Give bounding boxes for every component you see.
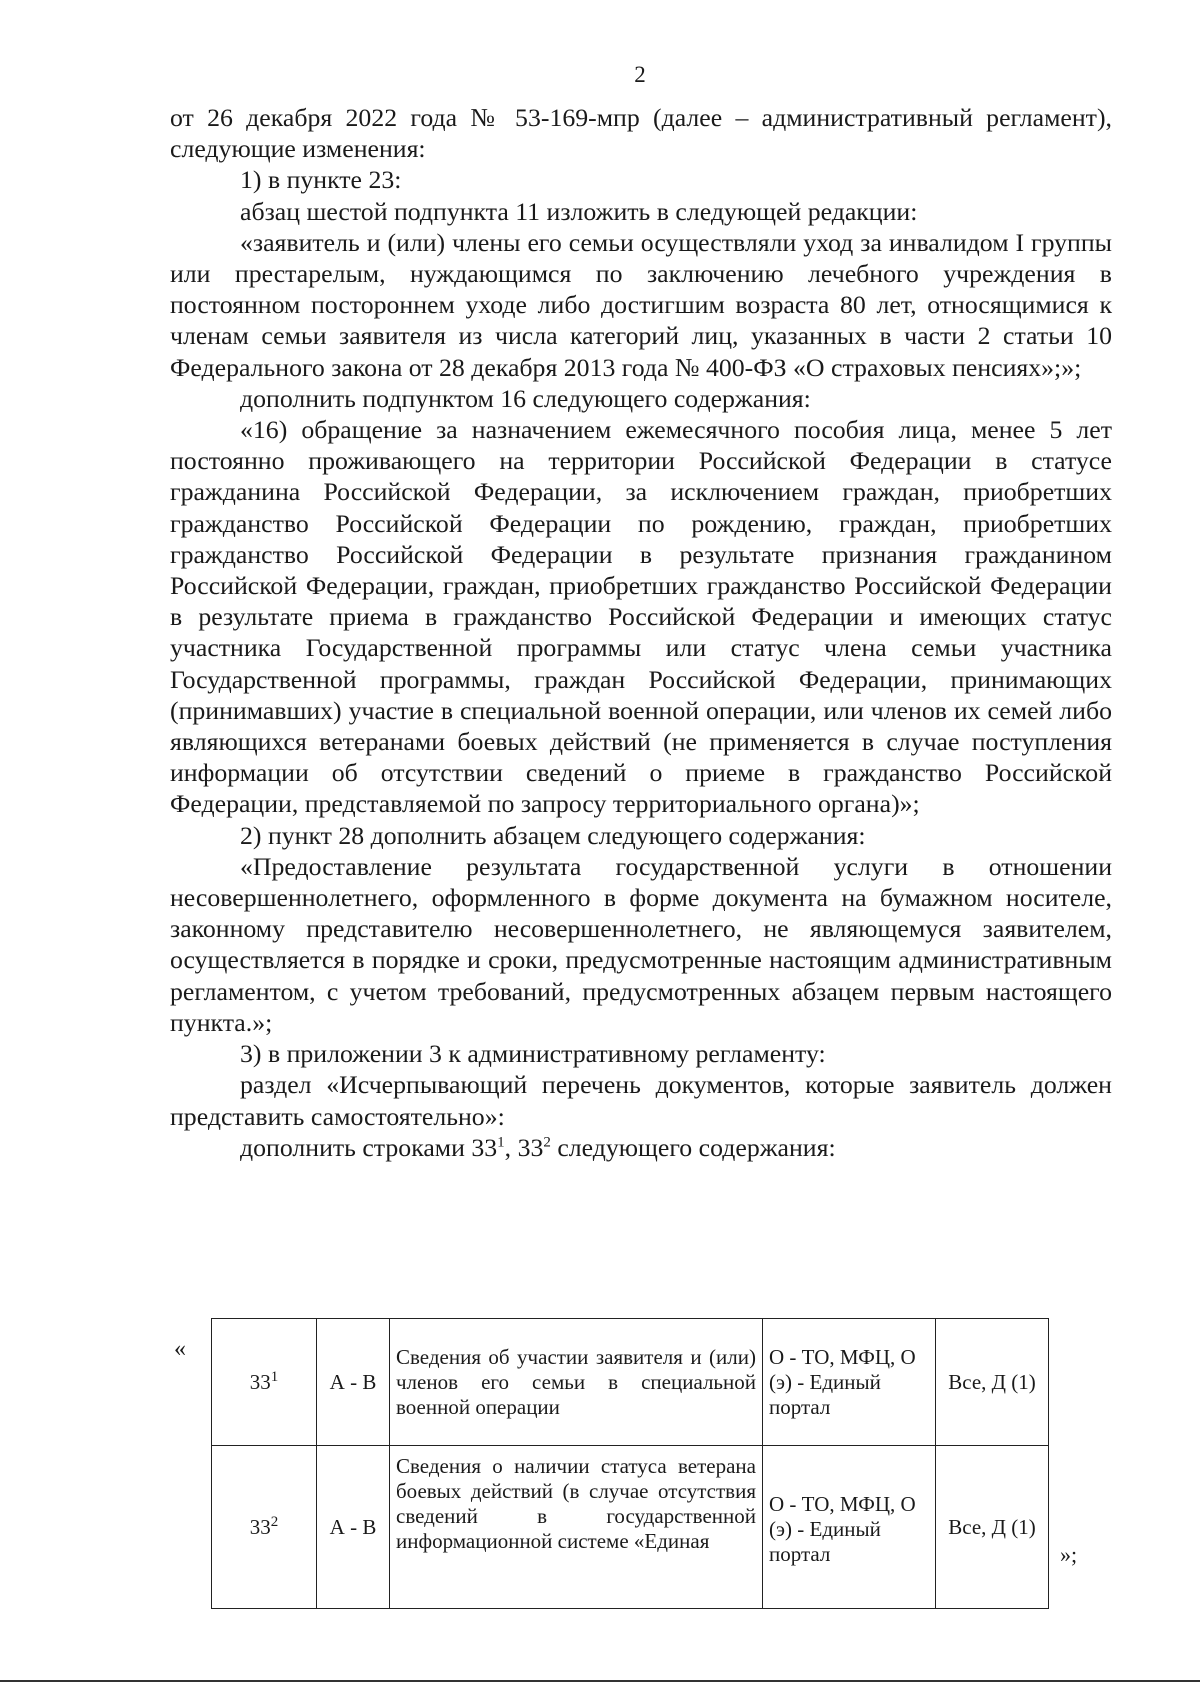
paragraph-section: раздел «Исчерпывающий перечень документов, которые заявитель должен представить самостоятельно»: <box>170 1070 1112 1131</box>
row-document: Сведения об участии заявителя и (или) членов его семьи в специальной военной операции <box>390 1319 763 1446</box>
table-close-quote: »; <box>1060 1542 1078 1567</box>
rows-intro-suffix: следующего содержания: <box>550 1132 836 1162</box>
row-number-text: 33 <box>249 1369 271 1394</box>
row-number-sup: 1 <box>270 1368 279 1385</box>
page-bottom-rule <box>0 1680 1200 1682</box>
row-group: А - В <box>317 1446 390 1609</box>
paragraph-add-rows <box>170 1132 1112 1163</box>
paragraph-add-subitem-16: дополнить подпунктом 16 следующего содержания: <box>240 383 811 413</box>
row-group: А - В <box>317 1319 390 1446</box>
paragraph-item-2: 2) пункт 28 дополнить абзацем следующего содержания: <box>240 820 866 850</box>
row-document: Сведения о наличии статуса ветерана боевых действий (в случае отсутствия сведений в государственной информационной системе «Единая <box>390 1446 763 1609</box>
rows-intro-prefix: дополнить строками 33 <box>240 1132 498 1162</box>
paragraph-intro: от 26 декабря 2022 года № 53-169-мпр (далее – административный регламент), следующие изменения: <box>170 103 1112 164</box>
row-number <box>212 1446 317 1609</box>
document-rows-table <box>211 1318 1049 1609</box>
table-row <box>212 1319 1049 1446</box>
row-source: О - ТО, МФЦ, О (э) - Единый портал <box>763 1446 936 1609</box>
row-number <box>212 1319 317 1446</box>
row-number-sup: 2 <box>270 1513 279 1530</box>
row-source: О - ТО, МФЦ, О (э) - Единый портал <box>763 1319 936 1446</box>
rows-intro-mid: , 33 <box>504 1132 544 1162</box>
table-row <box>212 1446 1049 1609</box>
paragraph-quote-result: «Предоставление результата государственной услуги в отношении несовершеннолетнего, оформленного в форме документа на бумажном носителе, законному представителю несовершеннолетнего, не являющемуся заявителем, осуществляется в порядке и сроки, предусмотренные настоящим административным регламентом, с учетом требований, предусмотренных абзацем первым настоящего пункта.»; <box>170 851 1112 1037</box>
paragraph-item-3: 3) в приложении 3 к административному регламенту: <box>240 1039 826 1069</box>
document-body <box>170 102 1112 1163</box>
paragraph-subitem-11: абзац шестой подпункта 11 изложить в следующей редакции: <box>240 196 918 226</box>
row-category: Все, Д (1) <box>936 1446 1049 1609</box>
paragraph-item-1: 1) в пункте 23: <box>240 165 402 195</box>
row-number-text: 33 <box>249 1514 271 1539</box>
row-category: Все, Д (1) <box>936 1319 1049 1446</box>
table-open-quote: « <box>174 1336 186 1362</box>
rows-intro-sup-1: 1 <box>497 1134 505 1151</box>
paragraph-quote-caregiver: «заявитель и (или) члены его семьи осуществляли уход за инвалидом I группы или престарелым, нуждающимся по заключению лечебного учреждения в постоянном постороннем уходе либо достигшим возраста 80 лет, относящимися к членам семьи заявителя из числа категорий лиц, указанных в части 2 статьи 10 Федерального закона от 28 декабря 2013 года № 400-ФЗ «О страховых пенсиях»;»; <box>170 227 1112 382</box>
paragraph-quote-subitem-16: «16) обращение за назначением ежемесячного пособия лица, менее 5 лет постоянно проживающего на территории Российской Федерации в статусе гражданина Российской Федерации, за исключением граждан, приобретших гражданство Российской Федерации по рождению, граждан, приобретших гражданство Российской Федерации в результате признания гражданином Российской Федерации, граждан, приобретших гражданство Российской Федерации в результате приема в гражданство Российской Федерации и имеющих статус участника Государственной программы или статус члена семьи участника Государственной программы, граждан Российской Федерации, принимающих (принимавших) участие в специальной военной операции, или членов их семей либо являющихся ветеранами боевых действий (не применяется в случае поступления информации об отсутствии сведений о приеме в гражданство Российской Федерации, представляемой по запросу территориального органа)»; <box>170 415 1112 819</box>
rows-intro-sup-2: 2 <box>543 1134 551 1151</box>
page-number: 2 <box>634 62 646 87</box>
